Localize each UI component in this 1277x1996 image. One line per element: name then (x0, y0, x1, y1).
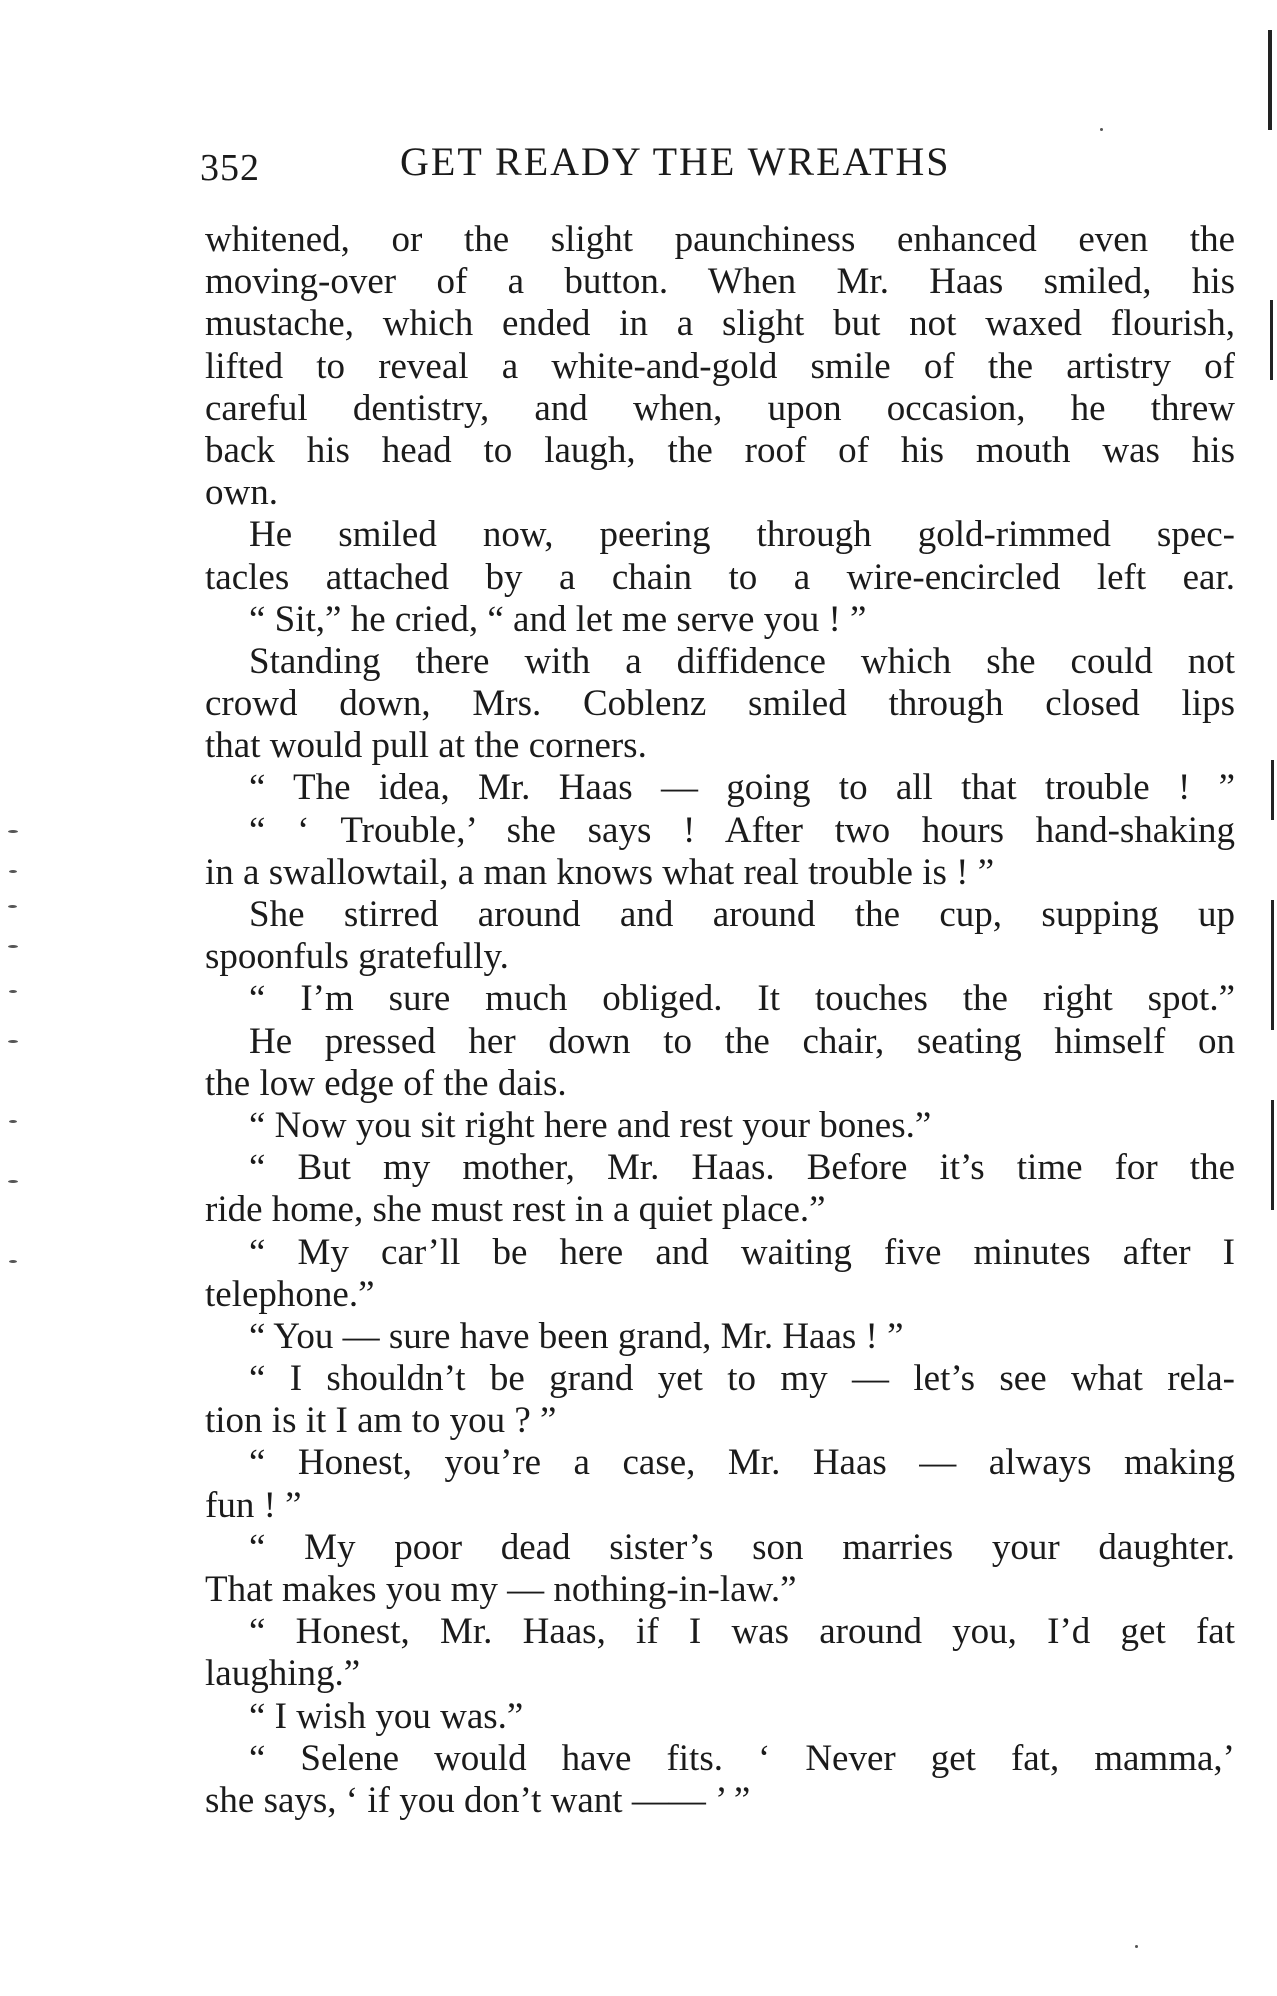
text-line: fun ! ” (205, 1484, 302, 1526)
scan-edge-mark (1270, 300, 1273, 380)
text-line: mustache, which ended in a slight but not waxed flourish, (205, 303, 1235, 345)
text-line: “ But my mother, Mr. Haas. Before it’s time for the (249, 1147, 1235, 1189)
text-line: crowd down, Mrs. Coblenz smiled through closed lips (205, 683, 1235, 725)
text-line: that would pull at the corners. (205, 725, 647, 767)
text-line: “ Now you sit right here and rest your bones.” (249, 1104, 932, 1146)
text-line: “ Honest, you’re a case, Mr. Haas — always making (249, 1442, 1235, 1484)
text-line: in a swallowtail, a man knows what real trouble is ! ” (205, 851, 995, 893)
scan-speck (1100, 128, 1103, 131)
text-line: That makes you my — nothing-in-law.” (205, 1569, 797, 1610)
text-line: moving-over of a button. When Mr. Haas smiled, his (205, 261, 1235, 303)
text-line: “ Selene would have fits. ‘ Never get fat, mamma,’ (249, 1737, 1235, 1779)
scan-speck (8, 905, 17, 908)
text-line: she says, ‘ if you don’t want —— ’ ” (205, 1779, 751, 1821)
text-line: careful dentistry, and when, upon occasion, he threw (205, 387, 1235, 429)
scan-speck (9, 990, 17, 993)
body-text (205, 219, 1235, 1822)
text-line: “ I’m sure much obliged. It touches the right spot.” (249, 978, 1235, 1020)
text-line: ride home, she must rest in a quiet place.” (205, 1189, 826, 1231)
scan-edge-mark (1271, 1100, 1274, 1210)
text-line: the low edge of the dais. (205, 1062, 567, 1104)
scan-speck (9, 1260, 17, 1263)
text-line: “ Honest, Mr. Haas, if I was around you, I’d get fat (249, 1611, 1235, 1653)
text-line: own. (205, 472, 278, 514)
text-line: “ ‘ Trouble,’ she says ! After two hours hand-shaking (249, 809, 1235, 851)
scan-speck (9, 1120, 17, 1123)
running-title: GET READY THE WREATHS (400, 139, 951, 184)
scan-edge-mark (1271, 760, 1274, 820)
text-line: “ The idea, Mr. Haas — going to all that trouble ! ” (249, 767, 1235, 809)
page-number: 352 (200, 147, 260, 189)
text-line: He smiled now, peering through gold-rimmed spec- (249, 514, 1235, 556)
text-line: laughing.” (205, 1653, 361, 1695)
text-line: back his head to laugh, the roof of his mouth was his (205, 429, 1235, 471)
scan-speck (8, 830, 18, 833)
scan-speck (8, 945, 18, 948)
text-line: spoonfuls gratefully. (205, 936, 509, 978)
scan-speck (1135, 1945, 1138, 1948)
text-line: Standing there with a diffidence which she could not (249, 640, 1235, 682)
scan-edge-mark (1271, 900, 1274, 1030)
scan-edge-mark (1268, 30, 1272, 130)
scan-speck (8, 1180, 18, 1183)
text-line: She stirred around and around the cup, supping up (249, 894, 1235, 935)
text-line: tacles attached by a chain to a wire-encircled left ear. (205, 556, 1235, 598)
page-header (200, 138, 1200, 198)
text-line: lifted to reveal a white-and-gold smile of the artistry of (205, 345, 1235, 387)
text-line: telephone.” (205, 1273, 375, 1315)
text-line: He pressed her down to the chair, seating himself on (249, 1020, 1235, 1062)
text-line: whitened, or the slight paunchiness enhanced even the (205, 219, 1235, 260)
text-line: “ My poor dead sister’s son marries your daughter. (249, 1526, 1235, 1568)
text-line: “ You — sure have been grand, Mr. Haas ! ” (249, 1315, 904, 1357)
text-line: “ I shouldn’t be grand yet to my — let’s see what rela- (249, 1358, 1235, 1400)
text-line: “ I wish you was.” (249, 1695, 524, 1737)
text-line: tion is it I am to you ? ” (205, 1400, 557, 1442)
scan-speck (8, 1040, 18, 1043)
scan-speck (9, 870, 17, 873)
text-line: “ My car’ll be here and waiting five minutes after I (249, 1231, 1235, 1273)
text-line: “ Sit,” he cried, “ and let me serve you ! ” (249, 598, 867, 640)
